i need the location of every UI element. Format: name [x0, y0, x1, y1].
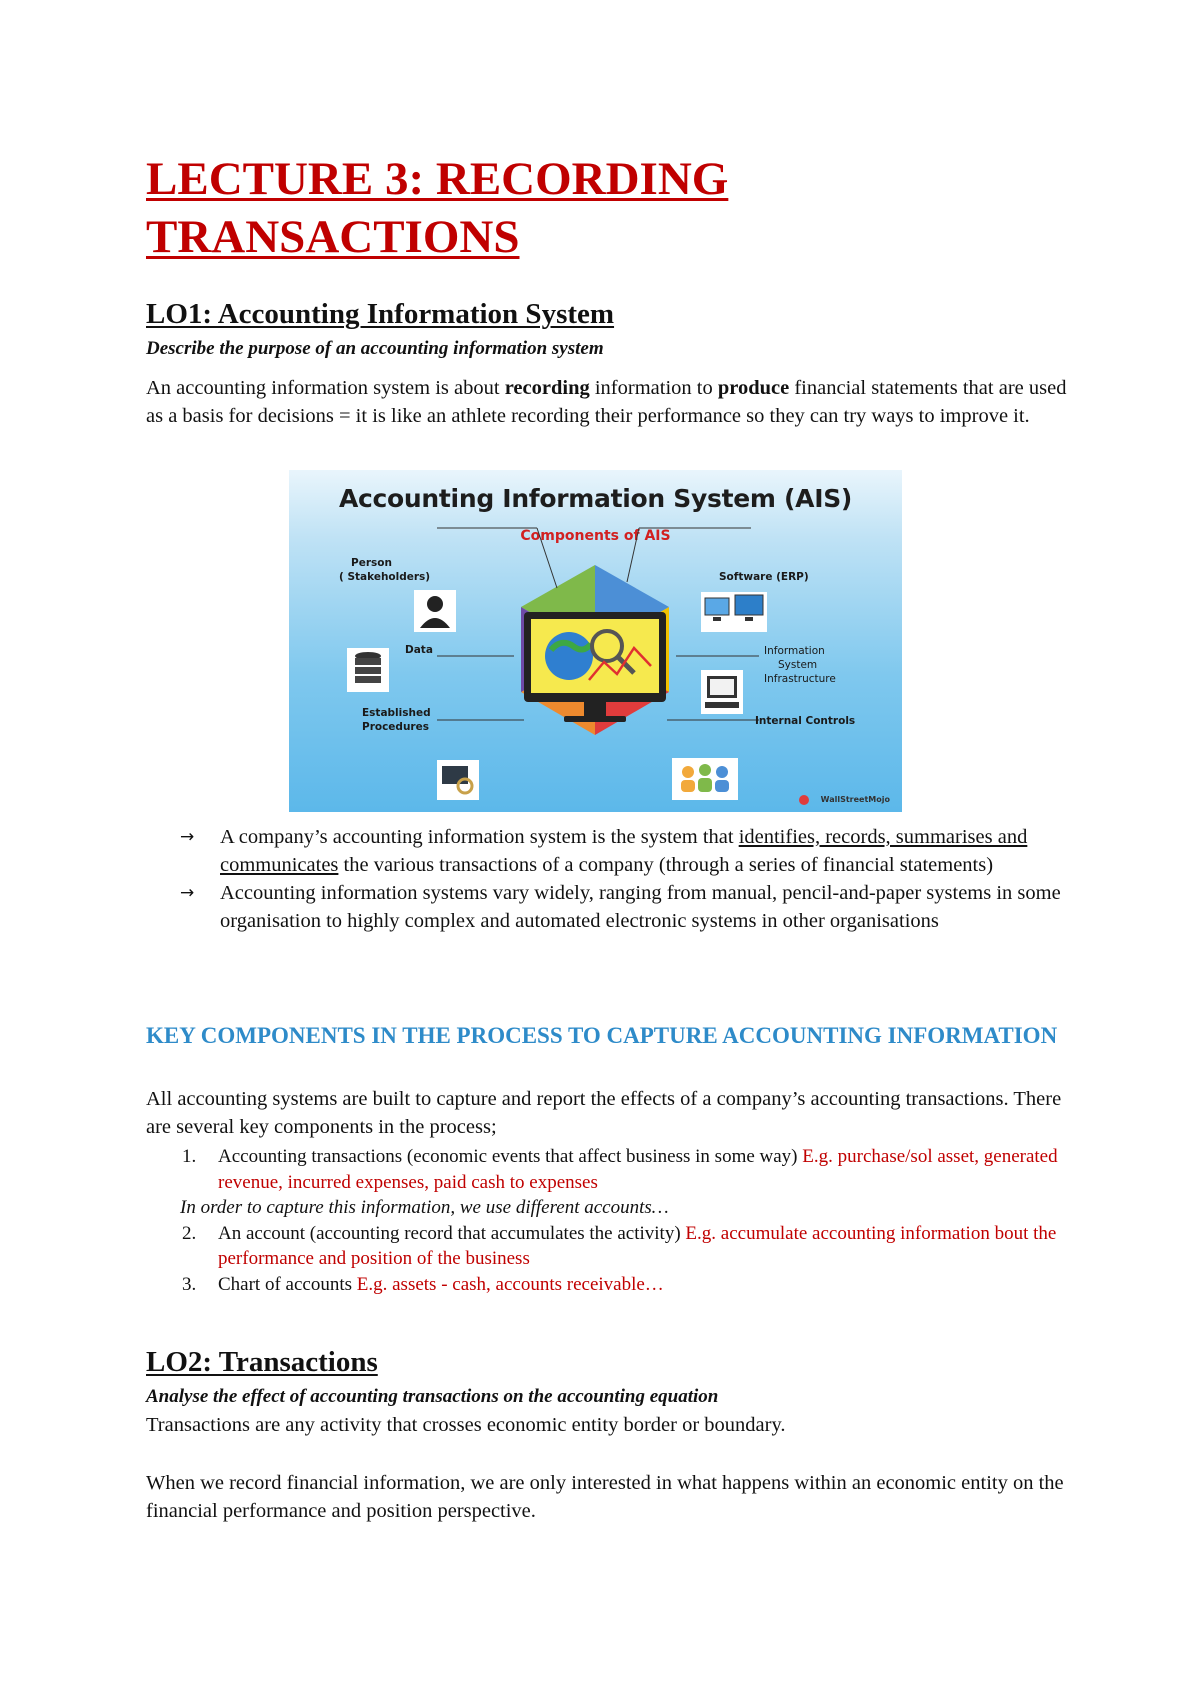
ais-subtitle: Components of AIS [520, 528, 671, 544]
label-data: Data [405, 644, 433, 656]
label-infra-3: Infrastructure [764, 673, 836, 685]
lo2-para-1: Transactions are any activity that crosses economic entity border or boundary. [146, 1414, 786, 1436]
lo1-heading: LO1: Accounting Information System [146, 298, 615, 330]
label-infra-2: System [778, 659, 818, 671]
arrow-right-icon: → [180, 827, 195, 847]
page-title: LECTURE 3: RECORDING TRANSACTIONS [146, 153, 729, 263]
ais-title: Accounting Information System (AIS) [338, 484, 853, 513]
lo1-subtitle: Describe the purpose of an accounting information system [146, 338, 604, 359]
ais-infographic [289, 470, 902, 812]
label-software: Software (ERP) [719, 571, 809, 583]
lo2-para-2: When we record financial information, we are only interested in what happens within an economic entity on the financial performance and position perspective. [146, 1472, 1064, 1522]
key-components-heading: KEY COMPONENTS IN THE PROCESS TO CAPTURE ACCOUNTING INFORMATION [146, 1023, 1058, 1048]
ais-diagram [289, 470, 902, 812]
lo1-paragraph: An accounting information system is about recording information to produce financial statements that are used as a basis for decisions = it is like an athlete recording their performance so they can try ways to improve it. [146, 377, 1067, 427]
lo1-bullets [174, 823, 1074, 935]
list-item: 3. Chart of accounts E.g. assets - cash, accounts receivable… [182, 1273, 664, 1295]
bullet-item: → Accounting information systems vary widely, ranging from manual, pencil-and-paper systems in some organisation to highly complex and automated electronic systems in other organisations [174, 879, 1074, 935]
label-controls: Internal Controls [755, 715, 856, 727]
lo2-heading: LO2: Transactions [146, 1346, 378, 1378]
arrow-right-icon: → [180, 883, 195, 903]
watermark: WallStreetMojo [820, 795, 890, 804]
bullet-item: → A company’s accounting information system is the system that identifies, records, summarises and communicates the various transactions of a company (through a series of financial statements) [174, 823, 1074, 879]
list-item: 2. An account (accounting record that accumulates the activity) E.g. accumulate accounting information bout the performance and position of the business [182, 1222, 1057, 1269]
label-procedures-1: Established [362, 707, 431, 719]
label-infra-1: Information [764, 645, 825, 657]
key-intro: All accounting systems are built to capture and report the effects of a company’s accounting transactions. There are several key components in the process; [146, 1088, 1062, 1138]
label-person: Person [351, 557, 392, 569]
label-procedures-2: Procedures [362, 721, 429, 733]
label-stakeholders: ( Stakeholders) [339, 571, 431, 583]
italic-note: In order to capture this information, we use different accounts… [180, 1197, 669, 1218]
lo2-subtitle: Analyse the effect of accounting transactions on the accounting equation [146, 1386, 719, 1407]
key-list [182, 1144, 1072, 1297]
list-item: 1. Accounting transactions (economic events that affect business in some way) E.g. purchase/sol asset, generated revenue, incurred expenses, paid cash to expenses [182, 1146, 1058, 1193]
